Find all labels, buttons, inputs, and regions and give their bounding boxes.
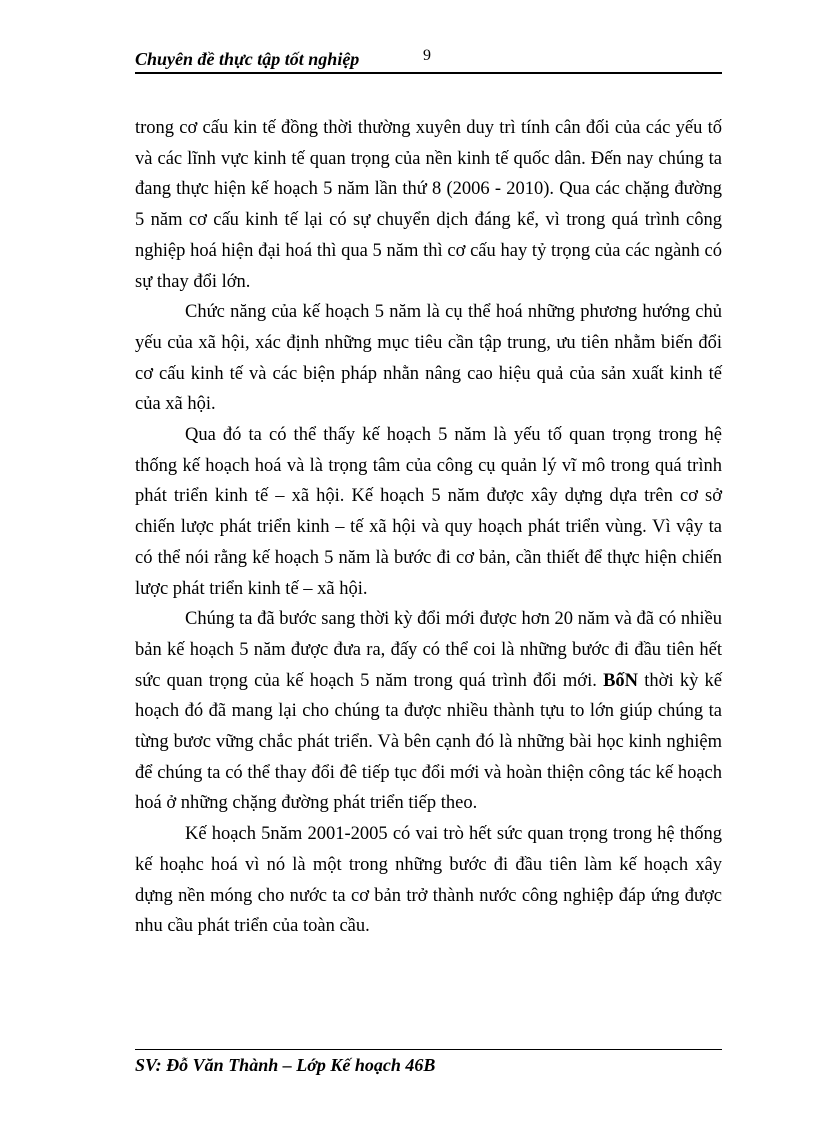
paragraph-4-text-end: thời kỳ kế hoạch đó đã mang lại cho chúng ta được nhiều thành tựu to lớn giúp chúng ta từng bươc vững chắc phát triển. Và bên cạnh đó là những bài học kinh nghiệm để chúng ta có thể thay đổi đê tiếp tục đổi mới và hoàn thiện công tác kế hoạch hoá ở những chặng đường phát triển tiếp theo. [135, 670, 723, 814]
paragraph-3: Qua đó ta có thể thấy kế hoạch 5 năm là yếu tố quan trọng trong hệ thống kế hoạch hoá và là trọng tâm của công cụ quản lý vĩ mô trong quá trình phát triển kinh tế – xã hội. Kế hoạch 5 năm được xây dựng dựa trên cơ sở chiến lược phát triển kinh – tế xã hội và quy hoạch phát triển vùng. Vì vậy ta có thể nói rằng kế hoạch 5 năm là bước đi cơ bản, cần thiết để thực hiện chiến lược phát triển kinh tế – xã hội. [135, 425, 722, 599]
paragraph-1: trong cơ cấu kin tế đồng thời thường xuyên duy trì tính cân đối của các yếu tố và các lĩnh vực kinh tế quan trọng của nền kinh tế quốc dân. Đến nay chúng ta đang thực hiện kế hoạch 5 năm lần thứ 8 (2006 - 2010). Qua các chặng đường 5 năm cơ cấu kinh tế lại có sự chuyển dịch đáng kể, vì trong quá trình công nghiệp hoá hiện đại hoá thì qua 5 năm thì cơ cấu hay tỷ trọng của các ngành có sự thay đổi lớn. [135, 118, 722, 292]
paragraph-2: Chức năng của kế hoạch 5 năm là cụ thể hoá những phương hướng chủ yếu của xã hội, xác định những mục tiêu cần tập trung, ưu tiên nhằm biến đổi cơ cấu kinh tế và các biện pháp nhằn nâng cao hiệu quả của sản xuất kinh tế của xã hội. [135, 302, 722, 415]
footer-author: SV: Đỗ Văn Thành – Lớp Kế hoạch 46B [135, 1055, 436, 1075]
page-number: 9 [423, 47, 431, 64]
paragraph-4 [135, 604, 722, 819]
document-title: Chuyên đề thực tập tốt nghiệp [135, 49, 360, 69]
paragraph-5: Kế hoạch 5năm 2001-2005 có vai trò hết sức quan trọng trong hệ thống kế hoạhc hoá vì nó là một trong những bước đi đầu tiên làm kế hoạch xây dựng nền móng cho nước ta cơ bản trở thành nước công nghiệp đáp ứng được nhu cầu phát triển của toàn cầu. [135, 824, 722, 937]
paragraph-4-bold-word: BốN [603, 670, 639, 691]
page-header [135, 46, 722, 74]
body-text [135, 113, 722, 942]
paragraph-4-text-start: Chúng ta đã bước sang thời kỳ đổi mới được hơn 20 năm và đã có nhiều bản kế hoạch 5 năm được đưa ra, đấy có thể coi là những bước đi đầu tiên hết sức quan trọng của kế hoạch 5 năm trong quá trình đổi mới. [135, 609, 722, 691]
page-footer [135, 1049, 722, 1075]
